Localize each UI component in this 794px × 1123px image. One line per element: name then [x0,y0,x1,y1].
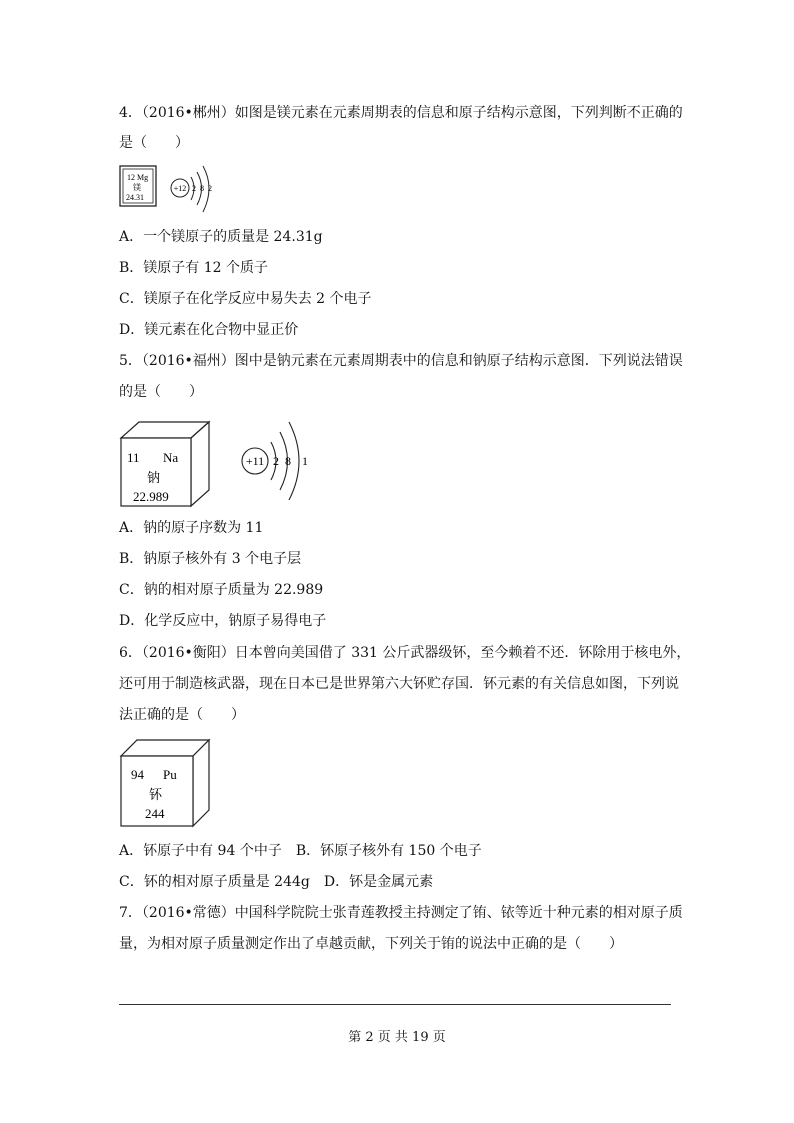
magnesium-element-card [120,166,156,206]
sodium-shell-3: 1 [302,454,308,468]
magnesium-atomic-number: 12 [127,173,135,182]
question-5-option-d: D．化学反应中，钠原子易得电子 [119,613,327,629]
question-4-option-a: A．一个镁原子的质量是 24.31g [119,229,323,245]
sodium-name: 钠 [147,471,161,486]
sodium-atom-diagram [242,422,308,500]
magnesium-shell-3: 2 [208,184,212,193]
question-6-options-line-2: C．钚的相对原子质量是 244g D．钚是金属元素 [119,874,434,890]
question-6-options-line-1: A．钚原子中有 94 个中子 B．钚原子核外有 150 个电子 [119,843,482,859]
magnesium-atom-diagram [171,166,212,212]
plutonium-name: 钚 [149,788,163,803]
magnesium-nucleus-charge: +12 [173,184,187,193]
plutonium-atomic-number: 94 [131,767,144,782]
magnesium-shell-1: 2 [192,184,196,193]
question-4-stem-line-2: 是（ ） [119,135,189,151]
question-5-stem-line-2: 的是（ ） [119,384,203,400]
magnesium-figure [119,160,229,222]
question-6-stem-line-1: 6．（2016•衡阳）日本曾向美国借了 331 公斤武器级钚，至今赖着不还．钚除用于核电外， [119,645,691,661]
magnesium-symbol: Mg [137,173,149,182]
question-7-stem-line-1: 7．（2016•常德）中国科学院院士张青莲教授主持测定了铕、铱等近十种元素的相对原子质 [119,905,683,921]
question-5-option-b: B．钠原子核外有 3 个电子层 [119,551,302,567]
question-6-stem-line-2: 还可用于制造核武器，现在日本已是世界第六大钚贮存国．钚元素的有关信息如图，下列说 [119,676,679,692]
sodium-nucleus-charge: +11 [245,454,265,468]
magnesium-shell-2: 8 [200,184,204,193]
plutonium-symbol: Pu [163,767,177,782]
question-5-option-a: A．钠的原子序数为 11 [119,520,264,536]
sodium-mass: 22.989 [133,489,169,504]
question-5-stem-line-1: 5．（2016•福州）图中是钠元素在元素周期表中的信息和钠原子结构示意图．下列说法错误 [119,353,683,369]
page-number-footer: 第 2 页 共 19 页 [348,1030,446,1045]
question-4-option-d: D．镁元素在化合物中显正价 [119,322,299,338]
footer-divider [119,1004,671,1005]
question-4-option-b: B．镁原子有 12 个质子 [119,260,269,276]
sodium-shell-1: 2 [273,454,279,468]
question-6-stem-line-3: 法正确的是（ ） [119,707,245,723]
magnesium-mass: 24.31 [126,193,144,202]
plutonium-figure [119,738,219,830]
sodium-shell-2: 8 [285,454,291,468]
sodium-symbol: Na [163,450,179,465]
plutonium-mass: 244 [145,806,165,821]
question-4-option-c: C．镁原子在化学反应中易失去 2 个电子 [119,291,372,307]
sodium-element-cube [121,422,209,506]
magnesium-name: 镁 [133,183,141,192]
question-7-stem-line-2: 量，为相对原子质量测定作出了卓越贡献，下列关于铕的说法中正确的是（ ） [119,936,623,952]
sodium-figure [119,418,329,513]
question-4-stem-line-1: 4．（2016•郴州）如图是镁元素在元素周期表的信息和原子结构示意图，下列判断不正确的 [119,105,683,121]
question-5-option-c: C．钠的相对原子质量为 22.989 [119,582,324,598]
sodium-atomic-number: 11 [127,450,140,465]
plutonium-element-cube [121,740,209,826]
